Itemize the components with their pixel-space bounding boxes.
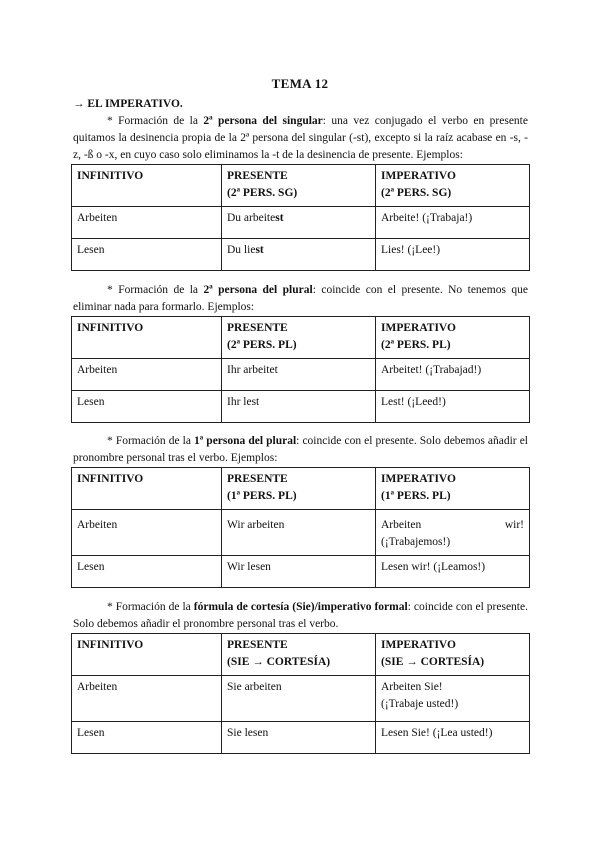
page-title: TEMA 12: [271, 76, 329, 91]
header-presente: PRESENTE (1ª PERS. PL): [222, 468, 376, 510]
header-imperativo: IMPERATIVO (1ª PERS. PL): [376, 468, 530, 510]
cell-present: Du arbeitest: [222, 207, 376, 239]
intro-bold: fórmula de cortesía (Sie)/imperativo formal: [193, 601, 408, 613]
header-imperativo: IMPERATIVO (2ª PERS. SG): [376, 165, 530, 207]
cell-imperative: Arbeite! (¡Trabaja!): [376, 207, 530, 239]
header-infinitivo: INFINITIVO: [72, 634, 222, 676]
cell-imperative: Lies! (¡Lee!): [376, 239, 530, 271]
intro-paragraph-4: [73, 599, 528, 633]
table-row: [72, 722, 530, 754]
intro-prefix: * Formación de la: [107, 435, 195, 447]
intro-bold: 2ª persona del plural: [203, 284, 313, 296]
cell-infinitive: Arbeiten: [72, 676, 222, 722]
intro-prefix: * Formación de la: [107, 115, 204, 127]
cell-infinitive: Lesen: [72, 722, 222, 754]
cell-infinitive: Arbeiten: [72, 359, 222, 391]
cell-infinitive: Lesen: [72, 239, 222, 271]
cell-infinitive: Arbeiten: [72, 207, 222, 239]
cell-imperative: Lesen Sie! (¡Lea usted!): [376, 722, 530, 754]
intro-paragraph-3: [73, 433, 528, 467]
cell-imperative: Arbeiten Sie! (¡Trabaje usted!): [376, 676, 530, 722]
table-row: [72, 556, 530, 588]
header-infinitivo: INFINITIVO: [72, 317, 222, 359]
cell-present: Wir lesen: [222, 556, 376, 588]
cell-imperative: Arbeiten wir! (¡Trabajemos!): [376, 510, 530, 556]
table-formal: [71, 633, 530, 754]
header-imperativo: IMPERATIVO (2ª PERS. PL): [376, 317, 530, 359]
table-1st-plural: [71, 467, 530, 588]
table-row: [72, 510, 530, 556]
header-infinitivo: INFINITIVO: [72, 165, 222, 207]
table-2nd-plural: [71, 316, 530, 423]
intro-text: : coincide con el presente. Solo debemos añadir el pronombre personal tras el verbo.: [73, 601, 528, 630]
table-row: [72, 676, 530, 722]
intro-bold: 1ª persona del plural: [194, 435, 297, 447]
table-row: [72, 239, 530, 271]
header-infinitivo: INFINITIVO: [72, 468, 222, 510]
cell-present: Ihr arbeitet: [222, 359, 376, 391]
intro-prefix: * Formación de la: [107, 284, 204, 296]
cell-imperative: Lesen wir! (¡Leamos!): [376, 556, 530, 588]
table-row: [72, 391, 530, 423]
cell-present: Sie lesen: [222, 722, 376, 754]
cell-present: Du liest: [222, 239, 376, 271]
cell-present: Sie arbeiten: [222, 676, 376, 722]
intro-bold: 2ª persona del singular: [203, 115, 323, 127]
cell-present: Wir arbeiten: [222, 510, 376, 556]
intro-text: : una vez conjugado el verbo en presente quitamos la desinencia propia de la 2ª persona del singular (-st), excepto si la raíz acabase en -s, -z, -ß o -x, en cuyo caso solo eliminamos la -t de la desinencia de presente. Ejemplos:: [73, 115, 528, 161]
intro-text: : coincide con el presente. No tenemos que eliminar nada para formarlo. Ejemplos:: [73, 284, 528, 313]
header-presente: PRESENTE (2ª PERS. SG): [222, 165, 376, 207]
intro-text: : coincide con el presente. Solo debemos añadir el pronombre personal tras el verbo. Ejemplos:: [73, 435, 529, 464]
table-2nd-singular: [71, 164, 530, 271]
intro-paragraph-1: [73, 113, 528, 164]
intro-paragraph-2: [73, 282, 528, 316]
cell-infinitive: Lesen: [72, 556, 222, 588]
cell-imperative: Arbeitet! (¡Trabajad!): [376, 359, 530, 391]
cell-infinitive: Lesen: [72, 391, 222, 423]
cell-imperative: Lest! (¡Leed!): [376, 391, 530, 423]
header-imperativo: IMPERATIVO (SIE → CORTESÍA): [376, 634, 530, 676]
header-presente: PRESENTE (2ª PERS. PL): [222, 317, 376, 359]
header-presente: PRESENTE (SIE → CORTESÍA): [222, 634, 376, 676]
cell-present: Ihr lest: [222, 391, 376, 423]
table-row: [72, 359, 530, 391]
table-row: [72, 207, 530, 239]
section-heading: → EL IMPERATIVO.: [73, 98, 183, 110]
cell-infinitive: Arbeiten: [72, 510, 222, 556]
intro-prefix: * Formación de la: [107, 601, 194, 613]
